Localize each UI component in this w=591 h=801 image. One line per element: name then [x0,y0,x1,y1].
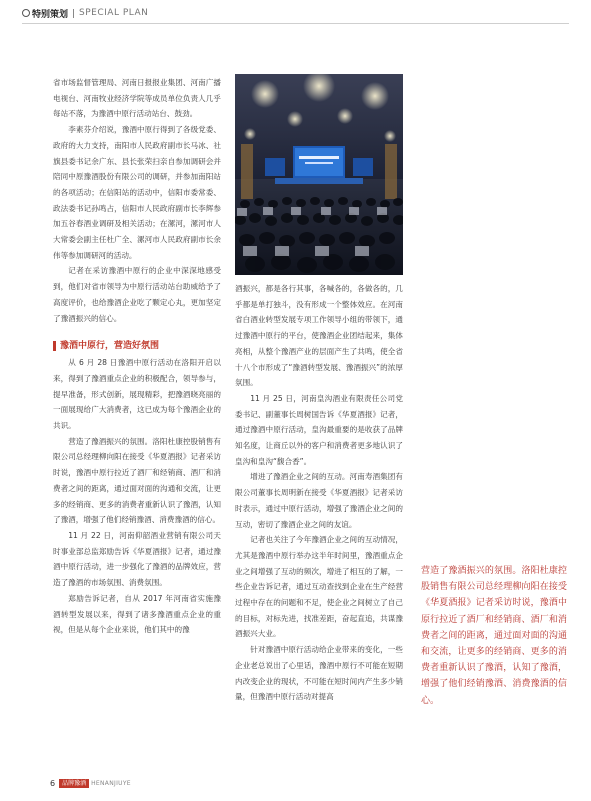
subheading-text: 豫酒中原行，营造好氛围 [60,341,160,352]
paragraph: 记者在采访豫酒中原行的企业中深深地感受到，他们对省市领导为中原行活动站台助威给予了高度评价，也给豫酒企业吃了颗定心丸，更加坚定了豫酒振兴的信心。 [53,266,221,323]
paragraph: 省市场监督管理局、河南日报报业集团、河南广播电视台、河南牧业经济学院等成员单位负责人几乎每站不落，为豫酒中原行活动站台、鼓劲。 [53,78,221,119]
page-header [22,6,148,20]
section-circle-icon [22,9,30,17]
conference-photo [235,74,403,275]
paragraph: 11 月 22 日，河南仰韶酒业营销有限公司天时事业部总监郑励告诉《华夏酒报》记者，通过豫酒中原行活动，进一步强化了豫酒的品牌效应，营造了豫酒的市场氛围、消费氛围。 [53,530,221,588]
page-number: 6 [50,779,56,788]
article-column-1 [53,75,221,638]
section-title: 特别策划 [32,9,69,20]
subheading-bar [53,341,56,351]
subheading [53,339,221,353]
paragraph: 营造了豫酒振兴的氛围。洛阳杜康控股销售有限公司总经理柳向阳在接受《华夏酒报》记者采访时说，豫酒中原行拉近了酒厂和经销商、酒厂和消费者之间的距离，通过面对面的沟通和交流，让更多的经销商、更多的消费者重新认识了豫酒，认知了豫酒，增强了他们经销豫酒、消费豫酒的信心。 [53,436,221,525]
article-column-2 [235,281,403,705]
paragraph: 记者也关注了今年豫酒企业之间的互动情况，尤其是豫酒中原行举办这半年时间里，豫酒重点企业之间增强了互动的频次，增进了相互的了解，一些企业告诉记者，通过互动查找到企业在生产经营过程中存在的问题和不足，使企业之间树立了自己的目标，对标先进，找准差距，奋起直追，共谋豫酒振兴大业。 [235,535,403,639]
pull-quote-text: 营造了豫酒振兴的氛围。洛阳杜康控股销售有限公司总经理柳向阳在接受《华夏酒报》记者采访时说，豫酒中原行拉近了酒厂和经销商、酒厂和消费者之间的距离，通过面对面的沟通和交流，让更多的经销商、更多的消费者重新认识了豫酒，认知了豫酒，增强了他们经销豫酒、消费豫酒的信心。 [421,566,567,706]
header-divider [73,9,74,18]
paragraph: 针对豫酒中原行活动给企业带来的变化，一些企业老总说出了心里话，豫酒中原行不可能在短期内改变企业的现状，不可能在短时间内产生多少销量，但豫酒中原行活动对提高 [235,645,403,702]
paragraph: 11 月 25 日，河南皇沟酒业有限责任公司党委书记、副董事长周树国告诉《华夏酒报》记者，通过豫酒中原行活动，皇沟最重要的是收获了品牌知名度，让商丘以外的客户和消费者更多地认识了皇沟和皇沟“馥合香”。 [235,393,403,466]
paragraph: 酒振兴，都是各行其事，各喊各的，各做各的，几乎都是单打独斗，没有形成一个整体效应。在河南省白酒业转型发展专项工作领导小组的带领下，通过豫酒中原行的平台，使豫酒企业团结起来，集体亮相，从整个豫酒产业的层面产生了共鸣，使全省十八个市形成了“豫酒转型发展、豫酒振兴”的浓厚氛围。 [235,284,403,388]
pull-quote [421,563,567,709]
section-subtitle: SPECIAL PLAN [79,8,149,18]
paragraph: 从 6 月 28 日豫酒中原行活动在洛阳开启以来，得到了豫酒重点企业的积极配合，领导参与，提早准备，形式创新，展现精彩，把豫酒晓亮丽的一面展现给广大消费者，这已成为每个豫酒企业的共识。 [53,358,221,431]
page-footer [50,779,131,788]
magazine-brand: 品牌豫酒 [59,779,89,788]
header-rule [22,23,569,24]
paragraph: 增进了豫酒企业之间的互动。河南寿酒集团有限公司董事长周明新在接受《华夏酒报》记者采访时表示，通过中原行活动，增强了豫酒企业之间的互动，密切了豫酒企业之间的友谊。 [235,472,403,529]
paragraph: 郑励告诉记者，自从 2017 年河南省实施豫酒转型发展以来，得到了诸多豫酒重点企业的重视，但是从每个企业来说，他们其中的豫 [53,593,221,635]
paragraph: 李素芬介绍说，豫酒中原行得到了各级党委、政府的大力支持，南阳市人民政府副市长马冰、社旗县委书记余广东、县长张荣扫亲自参加调研会并陪同中原豫酒股份有限公司的调研，并参加南阳站的各项活动；在信阳站的活动中，信阳市委常委、政法委书记孙鸣占，信阳市人民政府副市长李辉参加五谷春酒业调研及相关活动；在漯河，漯河市人大常委会副主任杜广全、漯河市人民政府副市长余伟等参加调研河的活动。 [53,125,221,260]
magazine-brand-pinyin: HENANJIUYE [91,780,131,787]
